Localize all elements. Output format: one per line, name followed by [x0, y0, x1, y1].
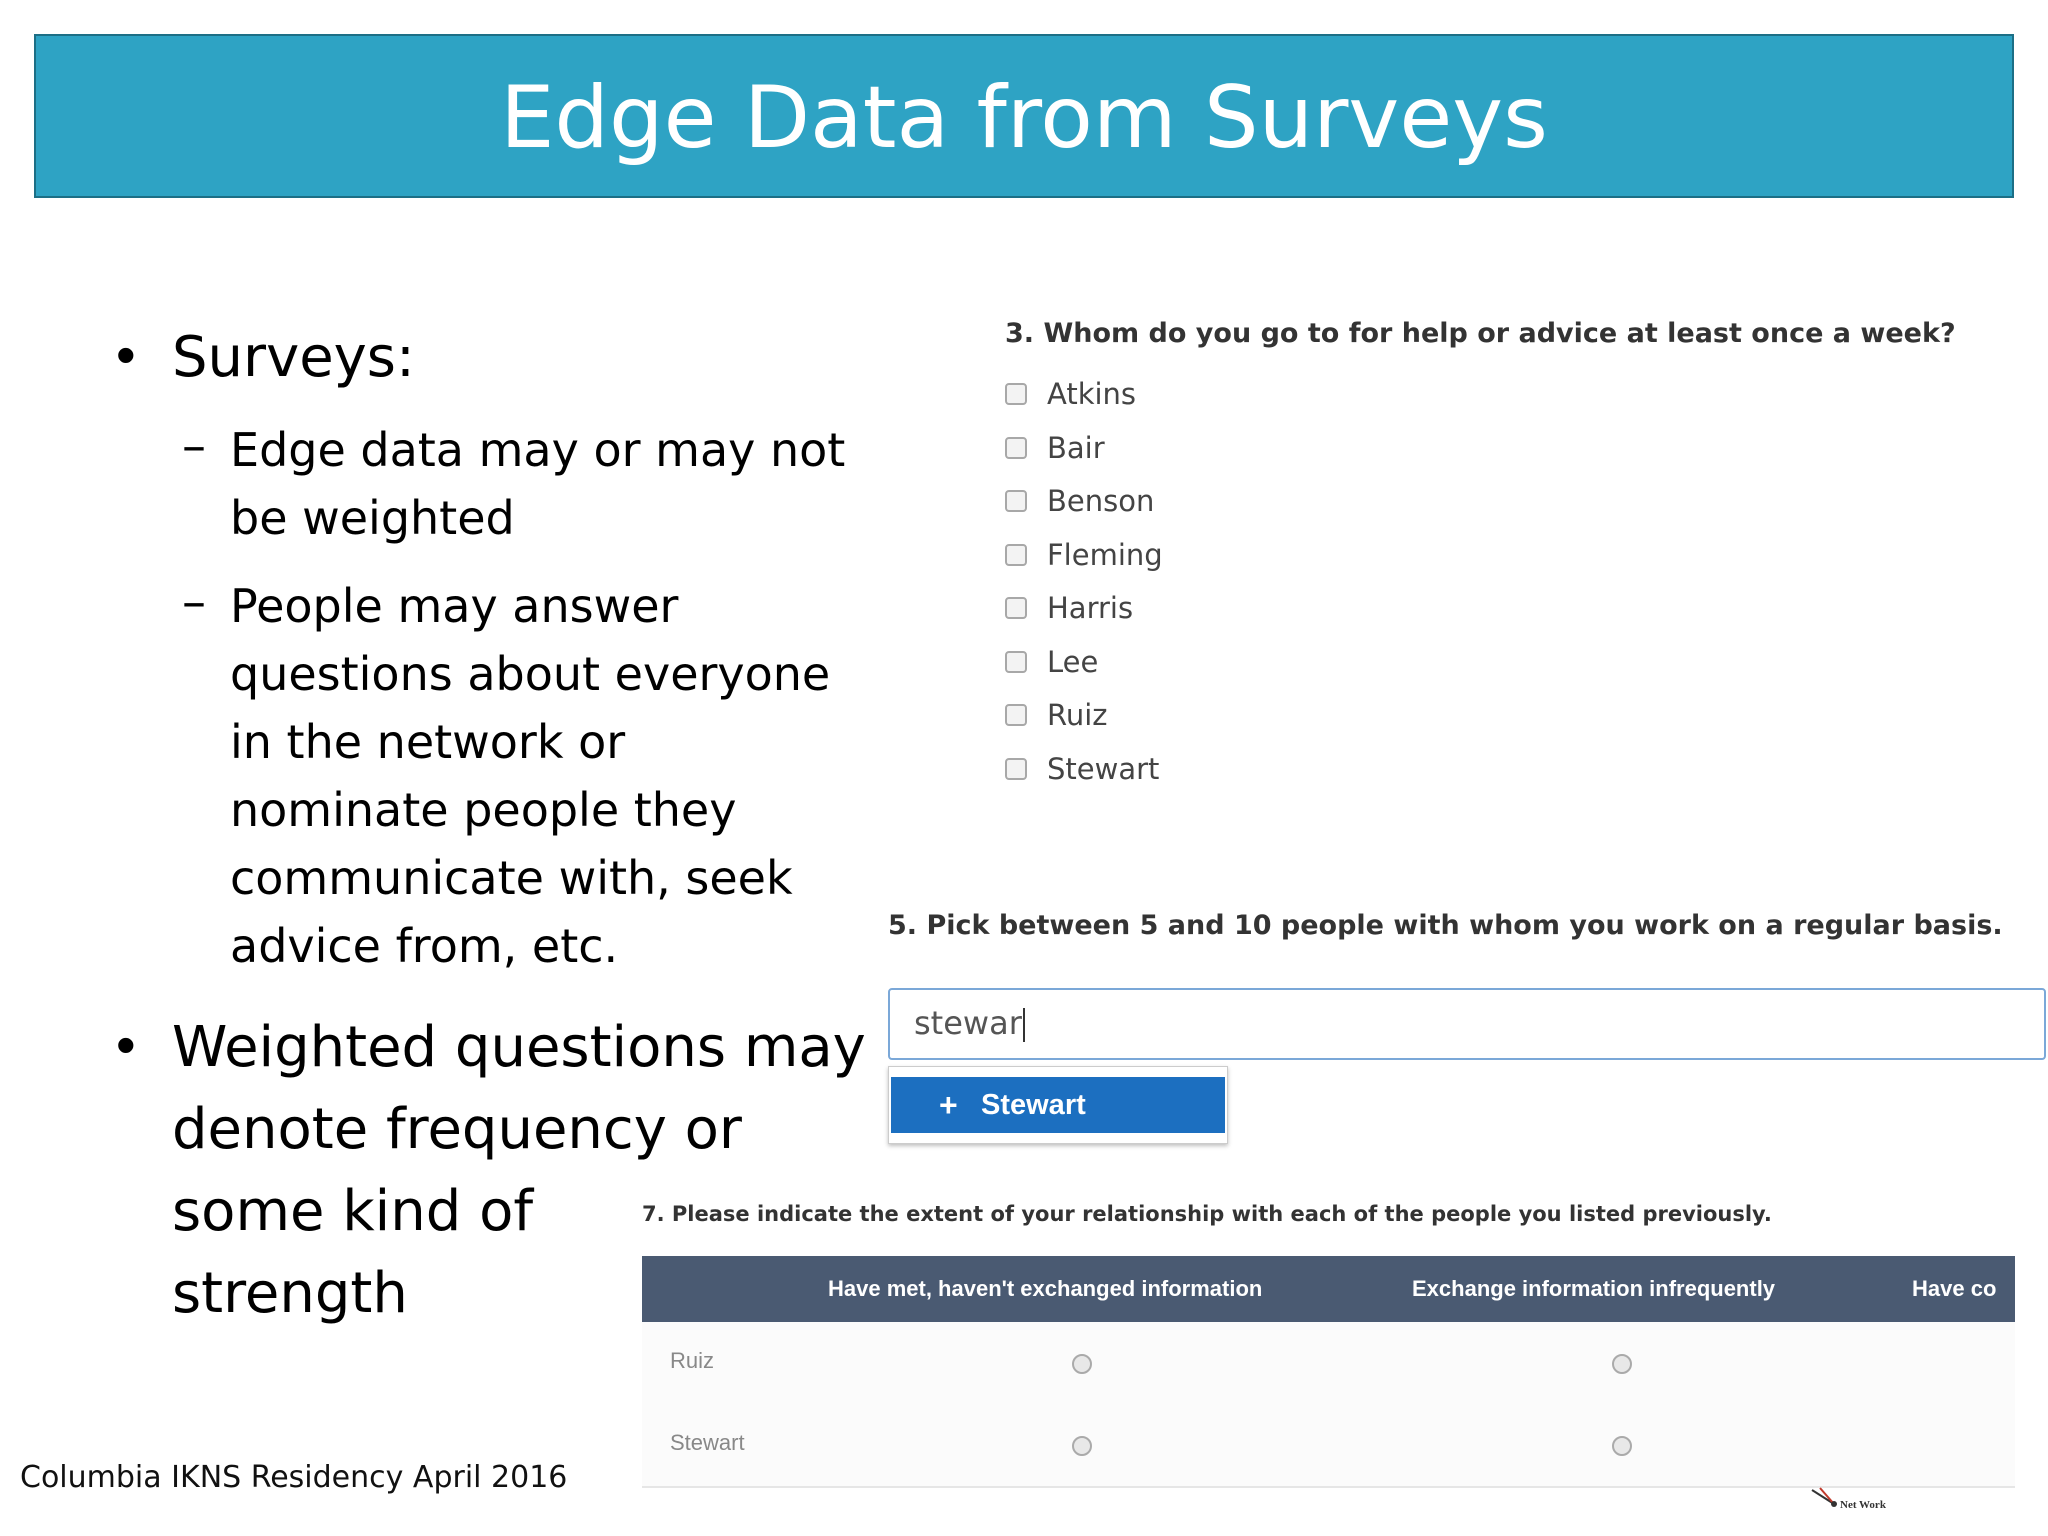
checkbox[interactable] [1005, 597, 1027, 619]
slide-title: Edge Data from Surveys [500, 68, 1548, 168]
row-label: Stewart [670, 1430, 745, 1455]
text-caret [1023, 1008, 1025, 1042]
sub-bullet-2-line5: communicate with, seek [230, 851, 793, 905]
option-label: Benson [1047, 484, 1155, 518]
network-logo [1800, 1486, 1906, 1510]
sub-bullet-1-line2: be weighted [230, 491, 515, 545]
checkbox[interactable] [1005, 704, 1027, 726]
dash-marker: – [182, 418, 206, 474]
option-label: Bair [1047, 431, 1105, 465]
radio-button[interactable] [1072, 1354, 1092, 1374]
option-bair[interactable] [1005, 428, 1105, 468]
radio-button[interactable] [1072, 1436, 1092, 1456]
option-harris[interactable] [1005, 588, 1133, 628]
bullet-dot: • [116, 1013, 136, 1076]
sub-bullet-1-line1: Edge data may or may not [230, 423, 846, 477]
plus-icon: + [939, 1087, 958, 1123]
question-3-text: 3. Whom do you go to for help or advice at least once a week? [1005, 318, 1956, 349]
slide-footer: Columbia IKNS Residency April 2016 [20, 1460, 568, 1495]
question-7-text: 7. Please indicate the extent of your relationship with each of the people you listed previously. [642, 1202, 1772, 1226]
sub-bullet-2-line2: questions about everyone [230, 647, 831, 701]
bullet-surveys: Surveys: [172, 325, 415, 390]
option-label: Lee [1047, 645, 1099, 679]
logo-text: Net Work [1840, 1499, 1886, 1510]
sub-bullet-2-line4: nominate people they [230, 783, 737, 837]
column-header: Have met, haven't exchanged information [828, 1276, 1263, 1301]
checkbox[interactable] [1005, 383, 1027, 405]
sub-bullet-2-line3: in the network or [230, 715, 626, 769]
option-stewart[interactable] [1005, 749, 1159, 789]
option-label: Atkins [1047, 377, 1137, 411]
option-atkins[interactable] [1005, 374, 1136, 414]
column-header: Exchange information infrequently [1412, 1276, 1776, 1301]
checkbox[interactable] [1005, 758, 1027, 780]
sub-bullet-2-line1: People may answer [230, 579, 679, 633]
row-label: Ruiz [670, 1348, 715, 1373]
matrix-row-ruiz [642, 1322, 2015, 1406]
question-5-text: 5. Pick between 5 and 10 people with whom you work on a regular basis. [888, 910, 2003, 941]
option-benson[interactable] [1005, 481, 1154, 521]
checkbox[interactable] [1005, 544, 1027, 566]
option-fleming[interactable] [1005, 535, 1163, 575]
column-header: Have co [1912, 1276, 1997, 1301]
title-banner [34, 34, 2014, 198]
bullet-weighted-line4: strength [172, 1261, 408, 1326]
checkbox[interactable] [1005, 437, 1027, 459]
bullet-weighted-line2: denote frequency or [172, 1097, 742, 1162]
people-search-input[interactable] [888, 988, 2046, 1060]
matrix-header [642, 1256, 2015, 1322]
suggestion-label: Stewart [981, 1089, 1086, 1121]
search-input-value: stewar [914, 1004, 1025, 1042]
option-label: Harris [1047, 591, 1134, 625]
checkbox[interactable] [1005, 651, 1027, 673]
matrix-row-stewart [642, 1404, 2015, 1488]
bullet-dot: • [116, 323, 136, 386]
checkbox[interactable] [1005, 490, 1027, 512]
autocomplete-dropdown [888, 1066, 1228, 1144]
dash-marker: – [182, 574, 206, 630]
bullet-weighted-line3: some kind of [172, 1179, 534, 1244]
option-ruiz[interactable] [1005, 695, 1108, 735]
radio-button[interactable] [1612, 1354, 1632, 1374]
option-label: Ruiz [1047, 698, 1108, 732]
option-label: Fleming [1047, 538, 1163, 572]
suggestion-stewart[interactable] [891, 1077, 1225, 1133]
sub-bullet-2-line6: advice from, etc. [230, 919, 619, 973]
bullet-weighted-line1: Weighted questions may [172, 1015, 866, 1080]
option-lee[interactable] [1005, 642, 1098, 682]
option-label: Stewart [1047, 752, 1160, 786]
radio-button[interactable] [1612, 1436, 1632, 1456]
